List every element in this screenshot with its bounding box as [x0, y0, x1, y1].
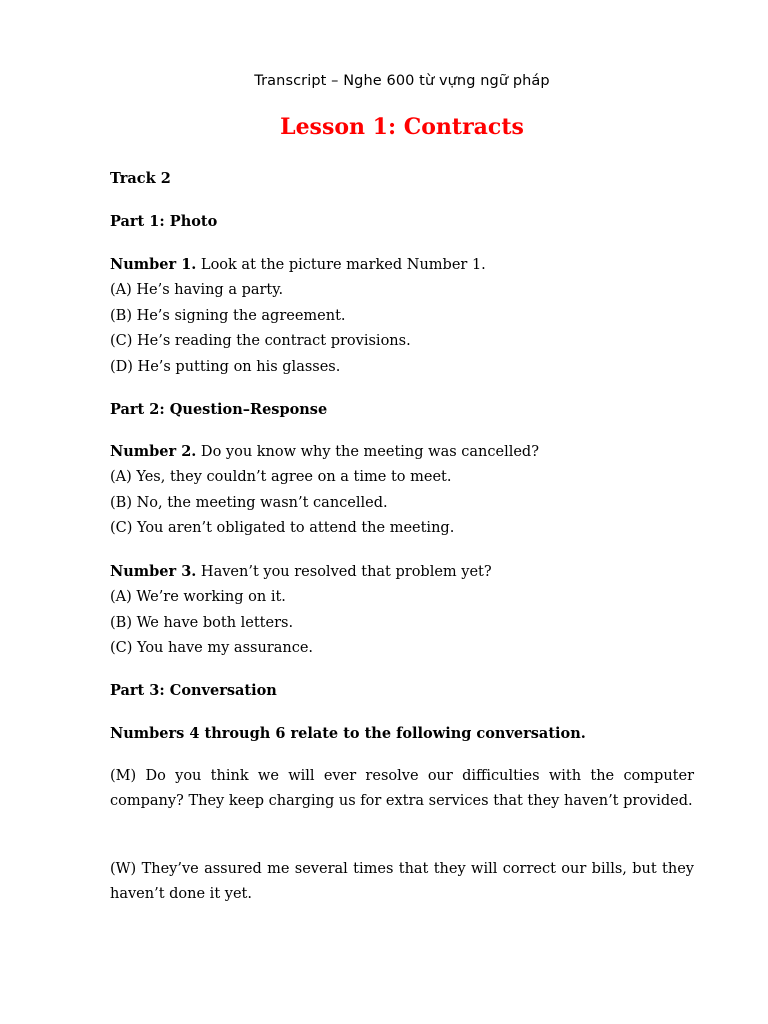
question-1-option-b: (B) He’s signing the agreement. [110, 307, 346, 324]
dialogue-man: (M) Do you think we will ever resolve our difficulties with the computer company? They keep charging us for extra services that they haven’t provided. [110, 768, 694, 810]
question-1 [110, 252, 694, 380]
question-2-option-b: (B) No, the meeting wasn’t cancelled. [110, 494, 388, 511]
question-2-option-c: (C) You aren’t obligated to attend the meeting. [110, 520, 455, 537]
part3-heading: Part 3: Conversation [110, 682, 277, 699]
question-3 [110, 559, 694, 662]
question-3-option-c: (C) You have my assurance. [110, 640, 314, 657]
question-1-option-a: (A) He’s having a party. [110, 282, 284, 299]
question-3-option-b: (B) We have both letters. [110, 614, 294, 631]
question-2-line [110, 439, 694, 465]
dialogue-woman: (W) They’ve assured me several times that they will correct our bills, but they haven’t done it yet. [110, 861, 694, 903]
question-2-prompt: Do you know why the meeting was cancelled? [196, 444, 539, 460]
question-1-option-d: (D) He’s putting on his glasses. [110, 358, 341, 375]
question-3-number: Number 3. [110, 563, 197, 580]
question-1-prompt: Look at the picture marked Number 1. [196, 257, 486, 273]
question-3-option-a: (A) We’re working on it. [110, 589, 286, 606]
question-1-line [110, 252, 694, 278]
part1-heading: Part 1: Photo [110, 213, 218, 230]
question-1-number: Number 1. [110, 256, 197, 273]
question-3-prompt: Haven’t you resolved that problem yet? [196, 564, 492, 580]
lesson-title: Lesson 1: Contracts [280, 114, 524, 140]
document-header: Transcript – Nghe 600 từ vựng ngữ pháp [254, 73, 550, 89]
question-1-option-c: (C) He’s reading the contract provisions. [110, 333, 411, 350]
question-2-option-a: (A) Yes, they couldn’t agree on a time to meet. [110, 469, 452, 486]
part3-intro: Numbers 4 through 6 relate to the following conversation. [110, 725, 586, 742]
part2-heading: Part 2: Question–Response [110, 401, 328, 418]
question-2-number: Number 2. [110, 443, 197, 460]
question-2 [110, 439, 694, 542]
track-label: Track 2 [110, 170, 171, 187]
question-3-line [110, 559, 694, 585]
